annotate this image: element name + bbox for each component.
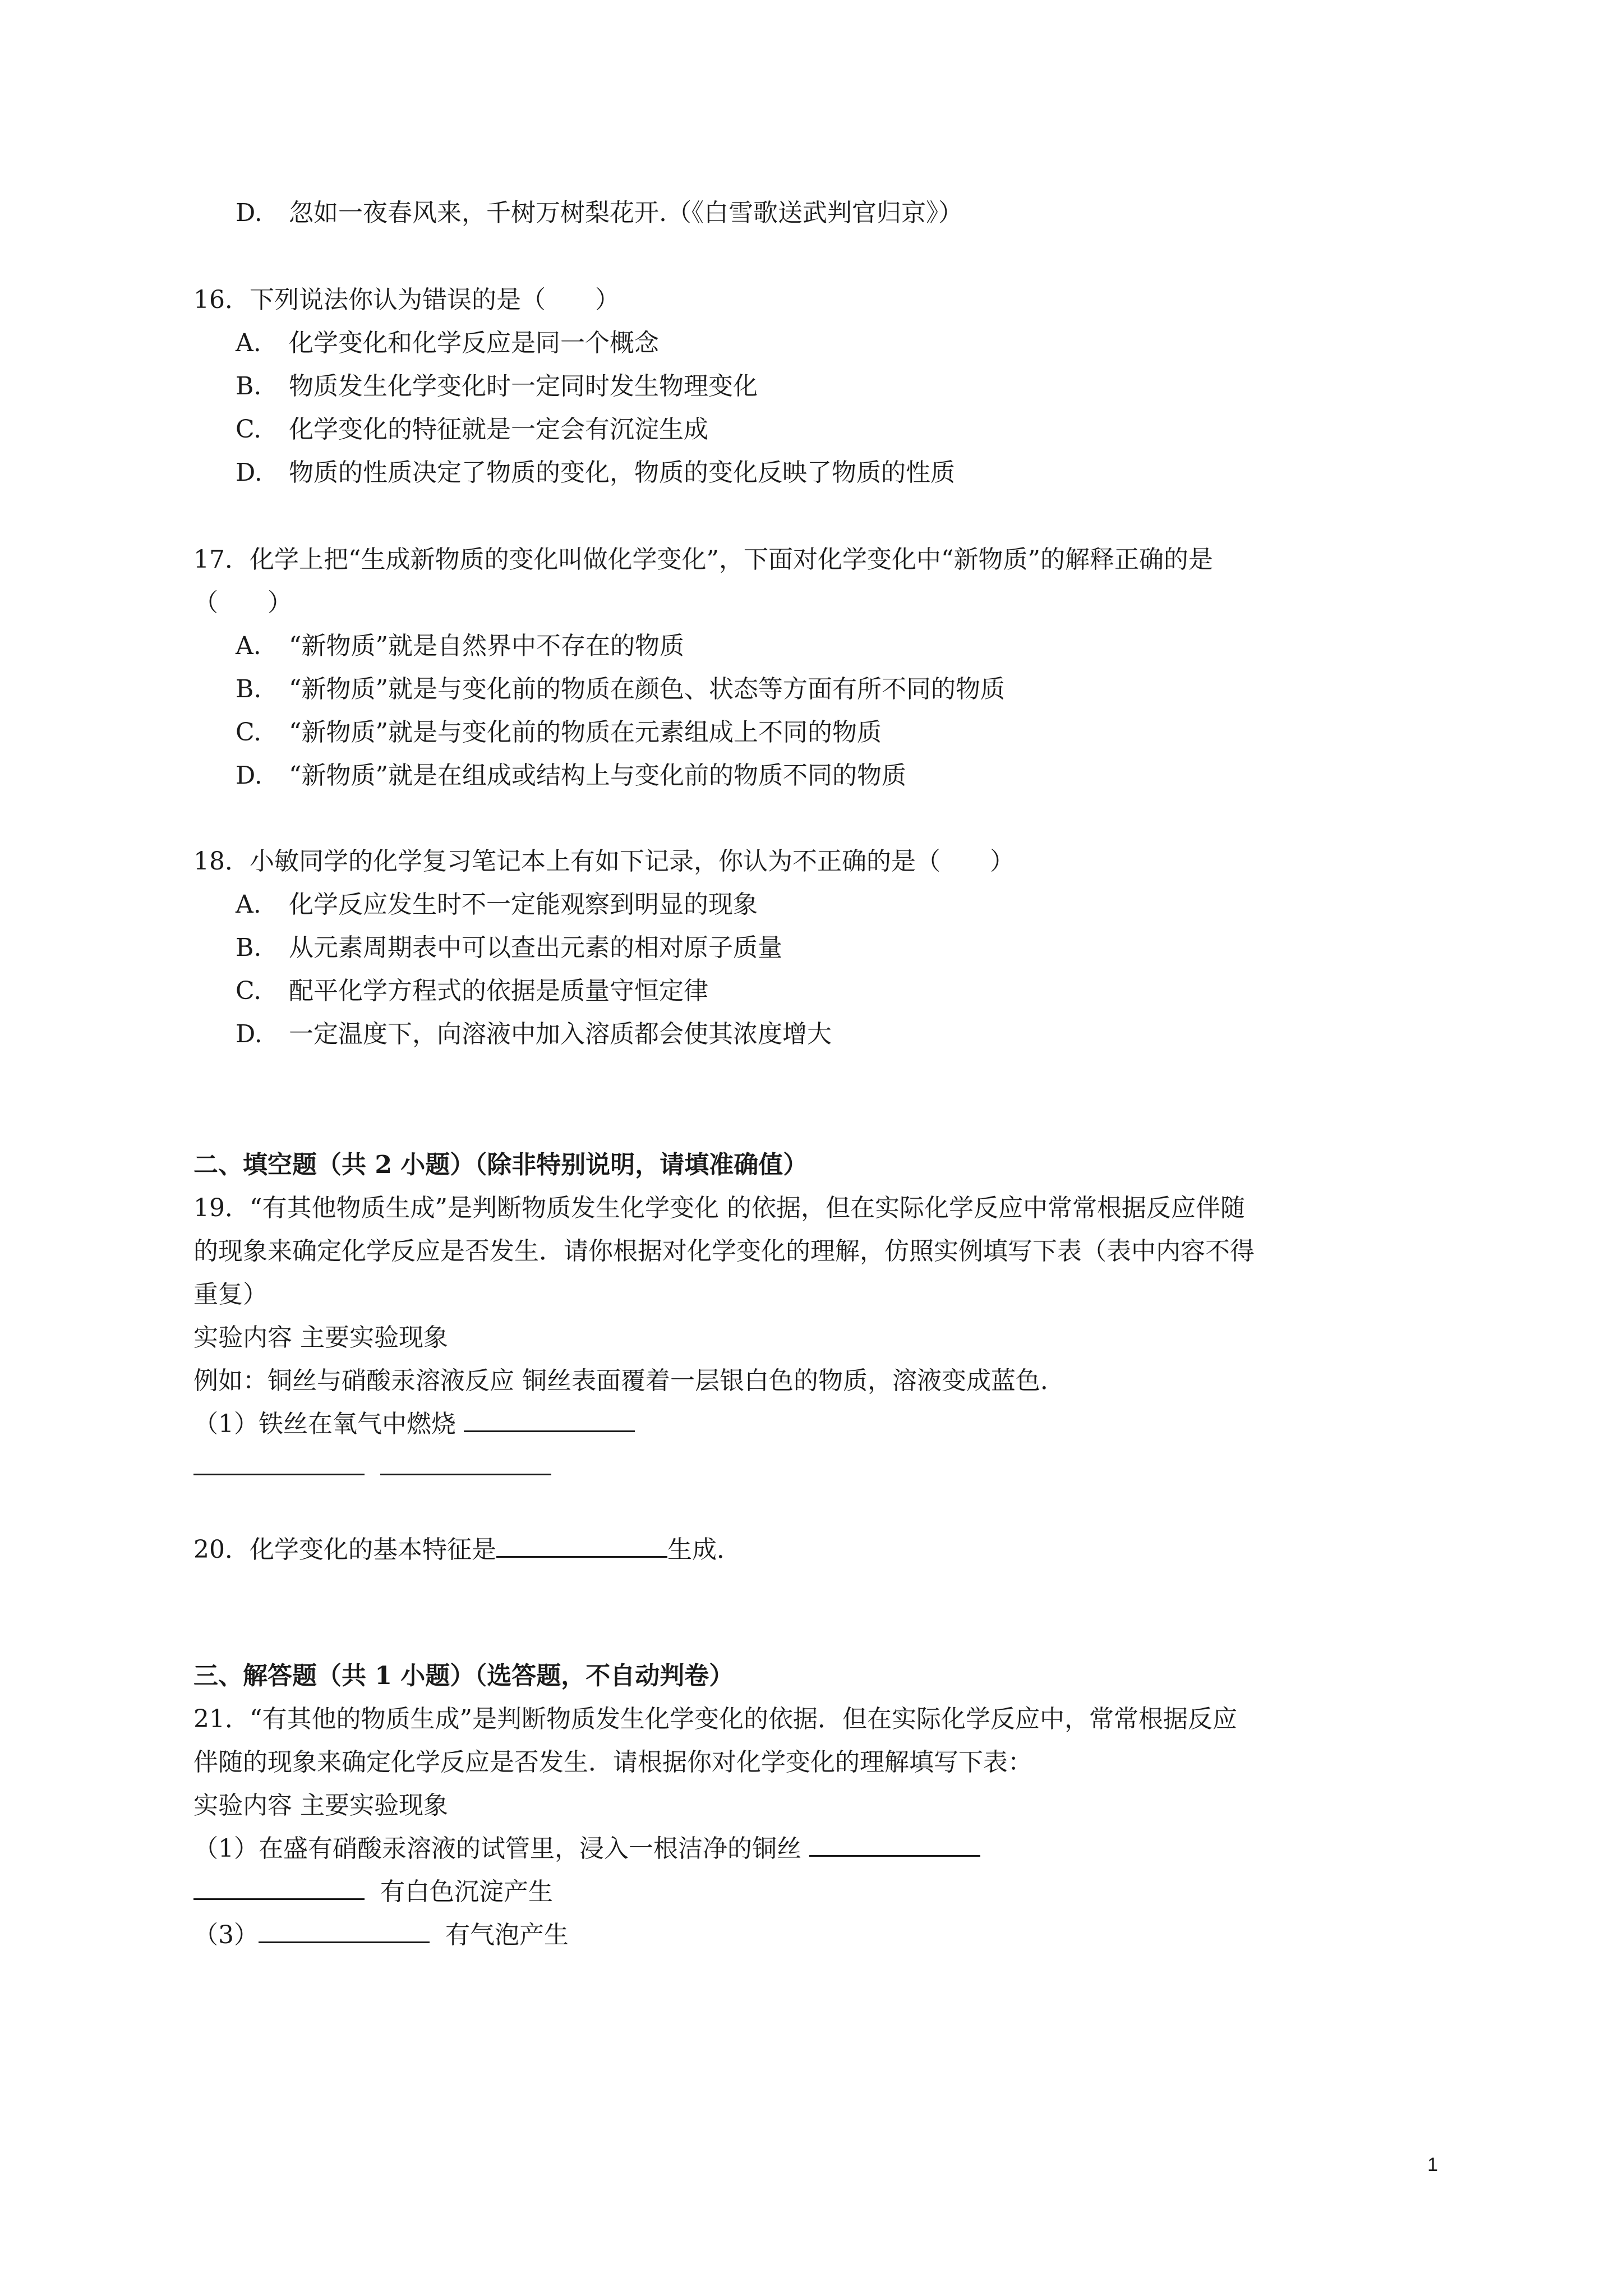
option-text: “新物质”就是与变化前的物质在颜色、状态等方面有所不同的物质 (289, 675, 1005, 703)
q17-option-d (236, 759, 906, 793)
q20-stem: 20．化学变化的基本特征是 (193, 1535, 496, 1564)
option-letter: B. (236, 372, 262, 401)
q19-example: 例如：铜丝与硝酸汞溶液反应 铜丝表面覆着一层银白色的物质，溶液变成蓝色． (193, 1366, 1065, 1395)
section-3-title: 三、解答题（共 1 小题）（选答题，不自动判卷） (193, 1662, 734, 1690)
answer-blank[interactable] (464, 1408, 635, 1432)
section-2-title: 二、填空题（共 2 小题）（除非特别说明，请填准确值） (193, 1151, 808, 1179)
answer-blank[interactable] (809, 1833, 980, 1857)
q16-stem: 16．下列说法你认为错误的是（ ） (193, 286, 620, 314)
q21-item-3-result: 有气泡产生 (445, 1921, 569, 1949)
q21-line1: 21．“有其他的物质生成”是判断物质发生化学变化的依据．但在实际化学反应中，常常根据反应 (193, 1705, 1237, 1733)
option-letter: D. (236, 199, 262, 227)
q16-option-b (236, 370, 758, 403)
q17-stem-line1: 17．化学上把“生成新物质的变化叫做化学变化”，下面对化学变化中“新物质”的解释正确的是 (193, 545, 1213, 574)
option-text: 配平化学方程式的依据是质量守恒定律 (289, 977, 708, 1005)
q17-stem-line2: （ ） (193, 588, 292, 617)
q21-item-1-label: （1）在盛有硝酸汞溶液的试管里，浸入一根洁净的铜丝 (193, 1834, 801, 1863)
q16-option-c (236, 413, 708, 447)
option-text: “新物质”就是自然界中不存在的物质 (289, 632, 684, 660)
q19-line3: 重复） (193, 1280, 268, 1309)
q21-item-1 (193, 1832, 980, 1866)
answer-blank[interactable] (259, 1919, 430, 1943)
q18-option-d (236, 1018, 832, 1051)
q20 (193, 1533, 741, 1567)
option-text: “新物质”就是与变化前的物质在元素组成上不同的物质 (289, 718, 882, 747)
q19-item-2-blanks (193, 1451, 551, 1484)
answer-blank[interactable] (193, 1451, 365, 1475)
option-text: “新物质”就是在组成或结构上与变化前的物质不同的物质 (289, 761, 906, 790)
option-letter: C. (236, 718, 262, 747)
q21-item-3 (193, 1918, 569, 1952)
option-letter: C. (236, 415, 262, 444)
option-text: 化学变化和化学反应是同一个概念 (289, 329, 659, 357)
q21-item-2 (193, 1875, 553, 1909)
q17-option-c (236, 716, 882, 749)
option-letter: B. (236, 675, 262, 703)
q18-option-b (236, 931, 782, 965)
page-number: 1 (1427, 2154, 1438, 2175)
q18-option-a (236, 888, 758, 922)
option-text: 忽如一夜春风来，千树万树梨花开.（《白雪歌送武判官归京》） (289, 199, 963, 227)
option-text: 化学变化的特征就是一定会有沉淀生成 (289, 415, 708, 444)
option-letter: D. (236, 761, 262, 790)
q21-line2: 伴随的现象来确定化学反应是否发生．请根据你对化学变化的理解填写下表： (193, 1748, 1032, 1777)
q16-option-a (236, 326, 659, 360)
q21-item-2-result: 有白色沉淀产生 (380, 1878, 553, 1906)
q17-option-a (236, 629, 684, 663)
q18-option-c (236, 974, 708, 1008)
option-letter: A. (236, 329, 261, 357)
option-text: 一定温度下，向溶液中加入溶质都会使其浓度增大 (289, 1020, 832, 1048)
answer-blank[interactable] (496, 1534, 667, 1558)
option-text: 物质的性质决定了物质的变化，物质的变化反映了物质的性质 (289, 458, 955, 487)
q17-option-b (236, 673, 1005, 706)
answer-blank[interactable] (193, 1876, 365, 1900)
option-letter: D. (236, 1020, 262, 1048)
q19-line1: 19．“有其他物质生成”是判断物质发生化学变化 的依据，但在实际化学反应中常常根据反应伴随 (193, 1194, 1245, 1222)
q15-option-d (236, 196, 963, 230)
option-letter: D. (236, 458, 262, 487)
option-letter: A. (236, 632, 261, 660)
option-text: 从元素周期表中可以查出元素的相对原子质量 (289, 933, 782, 962)
option-letter: B. (236, 933, 262, 962)
q19-item-1 (193, 1407, 635, 1441)
option-text: 化学反应发生时不一定能观察到明显的现象 (289, 890, 758, 919)
q19-item-1-label: （1）铁丝在氧气中燃烧 (193, 1410, 456, 1438)
q21-table-header: 实验内容 主要实验现象 (193, 1791, 448, 1820)
q19-line2: 的现象来确定化学反应是否发生．请你根据对化学变化的理解，仿照实例填写下表（表中内容不得 (193, 1237, 1255, 1266)
q18-stem: 18．小敏同学的化学复习笔记本上有如下记录，你认为不正确的是（ ） (193, 847, 1015, 876)
option-letter: A. (236, 890, 261, 919)
answer-blank[interactable] (380, 1451, 551, 1475)
option-text: 物质发生化学变化时一定同时发生物理变化 (289, 372, 758, 401)
q16-option-d (236, 456, 955, 490)
q20-stem-end: 生成． (667, 1535, 741, 1564)
q19-table-header: 实验内容 主要实验现象 (193, 1323, 448, 1352)
q21-item-3-label: （3） (193, 1921, 259, 1949)
option-letter: C. (236, 977, 262, 1005)
